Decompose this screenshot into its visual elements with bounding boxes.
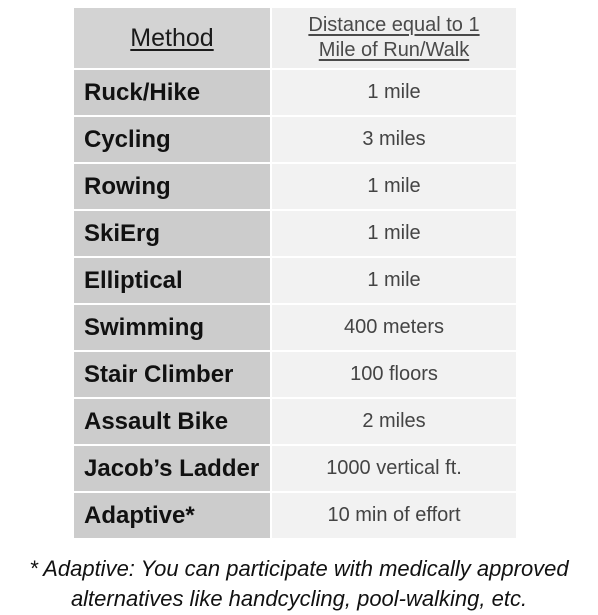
equivalency-table [72,6,518,540]
distance-cell: 400 meters [271,304,517,351]
distance-cell: 1 mile [271,163,517,210]
method-cell: Ruck/Hike [73,69,271,116]
table-row [73,210,517,257]
table-header-row [73,7,517,69]
table-row [73,351,517,398]
method-cell: SkiErg [73,210,271,257]
distance-cell: 3 miles [271,116,517,163]
distance-cell: 1000 vertical ft. [271,445,517,492]
distance-cell: 1 mile [271,257,517,304]
method-cell: Assault Bike [73,398,271,445]
table-row [73,116,517,163]
table-row [73,304,517,351]
method-cell: Adaptive* [73,492,271,539]
distance-cell: 2 miles [271,398,517,445]
distance-cell: 1 mile [271,210,517,257]
header-method: Method [73,7,271,69]
footnote [0,554,598,614]
table-row [73,398,517,445]
table-row [73,69,517,116]
distance-cell: 1 mile [271,69,517,116]
method-cell: Elliptical [73,257,271,304]
distance-cell: 100 floors [271,351,517,398]
header-distance [271,7,517,69]
table-row [73,257,517,304]
footnote-line1: * Adaptive: You can participate with medically approved [29,556,569,581]
method-cell: Swimming [73,304,271,351]
header-distance-line1: Distance equal to 1 [308,14,480,36]
footnote-line2: alternatives like handcycling, pool-walking, etc. [70,586,528,611]
table-row [73,492,517,539]
method-cell: Stair Climber [73,351,271,398]
method-cell: Cycling [73,116,271,163]
method-cell: Jacob’s Ladder [73,445,271,492]
equivalency-table-container [72,6,516,540]
header-distance-line2: Mile of Run/Walk [318,39,470,61]
distance-cell: 10 min of effort [271,492,517,539]
table-row [73,445,517,492]
table-row [73,163,517,210]
method-cell: Rowing [73,163,271,210]
